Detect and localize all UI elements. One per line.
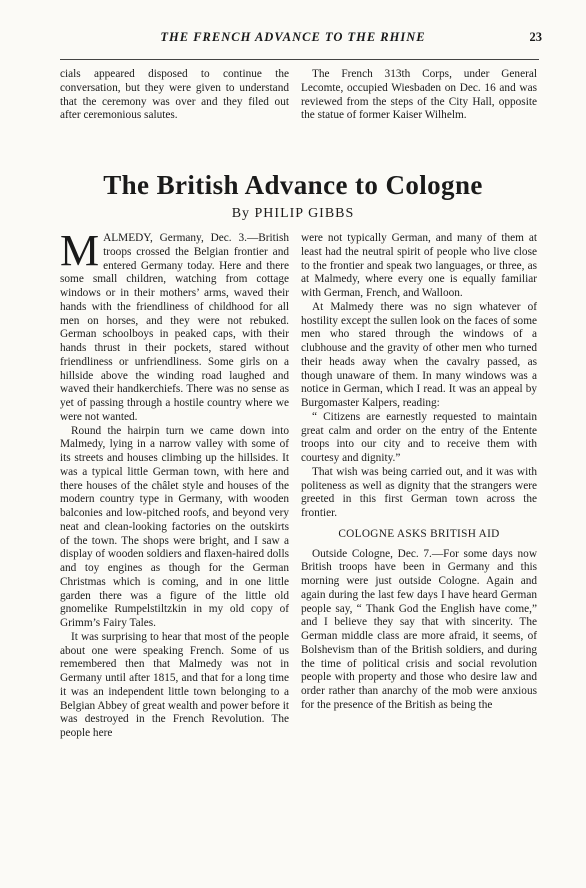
quoted-notice: “ Citizens are earnestly requested to maintain great calm and order on the entry of the Entente troops into our city and to receive them with courtesy and dignity.” xyxy=(301,410,537,464)
prev-article-right-column xyxy=(301,68,537,123)
article-left-column xyxy=(60,226,289,741)
paragraph-text: ALMEDY, Germany, Dec. 3.—British troops crossed the Belgian frontier and entered Germany today. Here and there some small children, watching from cottage windows or in their mothers’ arms, waved their hands with the friendliness of childhood for all men on horses, and they were not rebuked. German schoolboys in peaked caps, with their hands thrust in their pockets, stared without friendliness or unfriendliness. Some girls on a hillside above the winding road laughed and waved their handkerchiefs. There was no sense as yet of passing through a hostile country where we were not wanted. xyxy=(60,232,289,423)
article-right-column xyxy=(301,232,537,713)
prev-article-left-column xyxy=(60,68,289,123)
page-number: 23 xyxy=(529,30,542,44)
header-rule xyxy=(60,59,539,60)
article-title: The British Advance to Cologne xyxy=(103,170,483,200)
article-paragraph xyxy=(60,226,289,425)
prev-article-paragraph: The French 313th Corps, under General Lecomte, occupied Wiesbaden on Dec. 16 and was reviewed from the steps of the City Hall, opposite the statue of former Kaiser Wilhelm. xyxy=(301,68,537,122)
article-paragraph: It was surprising to hear that most of the people about one were speaking French. Some of us remembered then that Malmedy was not in Germany until after 1815, and that for a long time it was an independent little town belonging to a Belgian Abbey of great wealth and power before it was destroyed in the French Revolution. The people here xyxy=(60,630,289,739)
article-paragraph: That wish was being carried out, and it was with politeness as well as dignity that the strangers were greeted in this first German town across the frontier. xyxy=(301,465,537,519)
article-byline: By PHILIP GIBBS xyxy=(231,206,355,221)
prev-article-paragraph: cials appeared disposed to continue the conversation, but they were given to understand that the ceremony was over and they filed out after ceremonious salutes. xyxy=(60,68,289,122)
section-subhead: COLOGNE ASKS BRITISH AID xyxy=(338,527,500,540)
article-paragraph: At Malmedy there was no sign whatever of hostility except the sullen look on the faces of some men who stared through the windows of a clubhouse and the gravity of other men who turned their heads away when the cavalry passed, as though unaware of them. In many windows was a notice in German, which I read. It was an appeal by Burgomaster Kalpers, reading: xyxy=(301,300,537,409)
running-head xyxy=(0,30,586,46)
drop-cap: M xyxy=(60,226,100,275)
article-paragraph: Round the hairpin turn we came down into Malmedy, lying in a narrow valley with some of its streets and houses climbing up the hillsides. It was a typical little German town, with here and there houses of the châlet style and houses of the modern country type in Germany, with wooden balconies and low-pitched roofs, and beyond very neat and clean-looking factories on the outskirts of the town. The shops were bright, and I saw a display of wooden soldiers and flaxen-haired dolls and toy engines as though for the German Christmas which is coming, and in one little garden there was a figure of the little old gnomelike Rumpelstiltzkin in my old copy of Grimm’s Fairy Tales. xyxy=(60,424,289,629)
article-paragraph: Outside Cologne, Dec. 7.—For some days now British troops have been in Germany and this morning were just outside Cologne. Again and again during the last few days I have heard German people say, “ Thank God the English have come,” and I believe they say that with sincerity. The German middle class are more afraid, it seems, of Bolshevism than of the British soldiers, and during the time of political crisis and social revolution people with property and those who desire law and order rather than anarchy of the mob were anxious for the presence of the British as being the xyxy=(301,547,537,711)
article-paragraph: were not typically German, and many of them at least had the neutral spirit of people who live close to the frontier and speak two languages, or three, as at Malmedy, where every one is equally familiar with German, French, and Walloon. xyxy=(301,232,537,299)
running-title: THE FRENCH ADVANCE TO THE RHINE xyxy=(160,30,426,44)
